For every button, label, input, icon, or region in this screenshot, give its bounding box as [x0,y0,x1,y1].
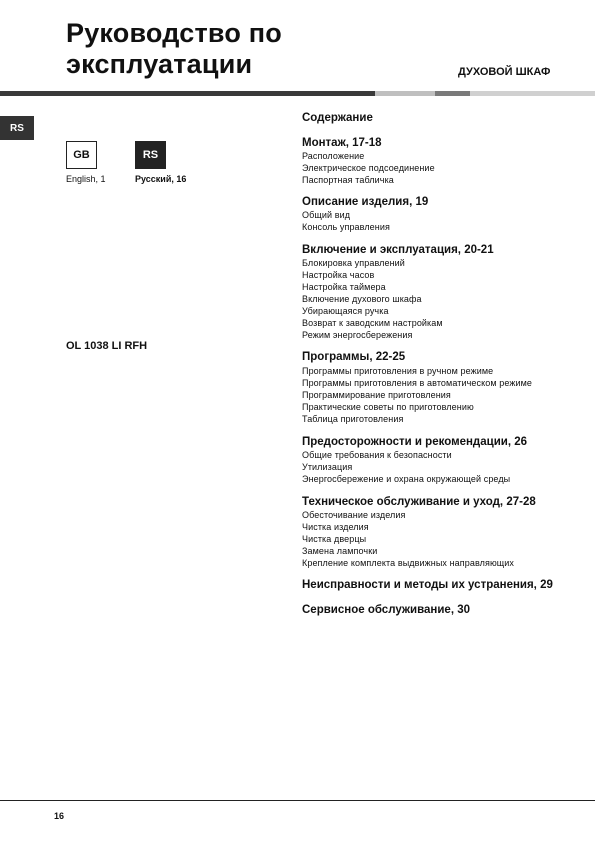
toc-item: Обесточивание изделия [302,510,406,520]
product-type: ДУХОВОЙ ШКАФ [458,66,551,78]
language-caption-rs: Русский, 16 [135,174,187,184]
toc-item: Электрическое подсоединение [302,163,435,173]
toc-item: Режим энергосбережения [302,330,413,340]
footer-rule [0,800,595,801]
toc-item: Паспортная табличка [302,175,394,185]
toc-item: Убирающаяся ручка [302,306,389,316]
language-box-rs: RS [135,141,166,169]
toc-item: Крепление комплекта выдвижных направляющих [302,558,515,568]
page-number: 16 [54,811,65,821]
toc-section-title: Включение и эксплуатация, 20-21 [302,244,494,256]
toc-section-title: Сервисное обслуживание, 30 [302,604,471,616]
language-caption-gb: English, 1 [66,174,106,184]
toc-item: Программы приготовления в автоматическом режиме [302,378,532,388]
header-bar-light [375,91,435,96]
toc-section-title: Монтаж, 17-18 [302,137,382,149]
language-box-gb: GB [66,141,97,169]
toc-item: Замена лампочки [302,546,378,556]
toc-item: Расположение [302,151,365,161]
toc-item: Программирование приготовления [302,390,451,400]
toc-item: Практические советы по приготовлению [302,402,474,412]
toc-item: Настройка таймера [302,282,386,292]
toc-item: Энергосбережение и охрана окружающей среды [302,474,511,484]
model-number: OL 1038 LI RFH [66,340,148,352]
header-bar-pale [470,91,595,96]
toc-item: Блокировка управлений [302,258,405,268]
toc-heading: Содержание [302,112,373,124]
toc-section-title: Неисправности и методы их устранения, 29 [302,579,553,591]
toc-item: Чистка дверцы [302,534,367,544]
page-title [66,18,282,80]
header-bar-mid [435,91,470,96]
toc-item: Утилизация [302,462,353,472]
toc-item: Таблица приготовления [302,414,404,424]
toc-item: Включение духового шкафа [302,294,422,304]
toc-item: Программы приготовления в ручном режиме [302,366,494,376]
toc-section-title: Предосторожности и рекомендации, 26 [302,436,528,448]
toc-item: Чистка изделия [302,522,369,532]
language-side-tab: RS [0,116,34,140]
title-line-2: эксплуатации [66,49,253,79]
toc-section-title: Описание изделия, 19 [302,196,429,208]
toc-section-title: Программы, 22-25 [302,351,406,363]
toc-item: Настройка часов [302,270,375,280]
header-bar-dark [0,91,375,96]
toc-item: Общие требования к безопасности [302,450,452,460]
toc-section-title: Техническое обслуживание и уход, 27-28 [302,496,536,508]
title-line-1: Руководство по [66,18,282,48]
toc-item: Общий вид [302,210,351,220]
toc-item: Консоль управления [302,222,390,232]
toc-item: Возврат к заводским настройкам [302,318,443,328]
